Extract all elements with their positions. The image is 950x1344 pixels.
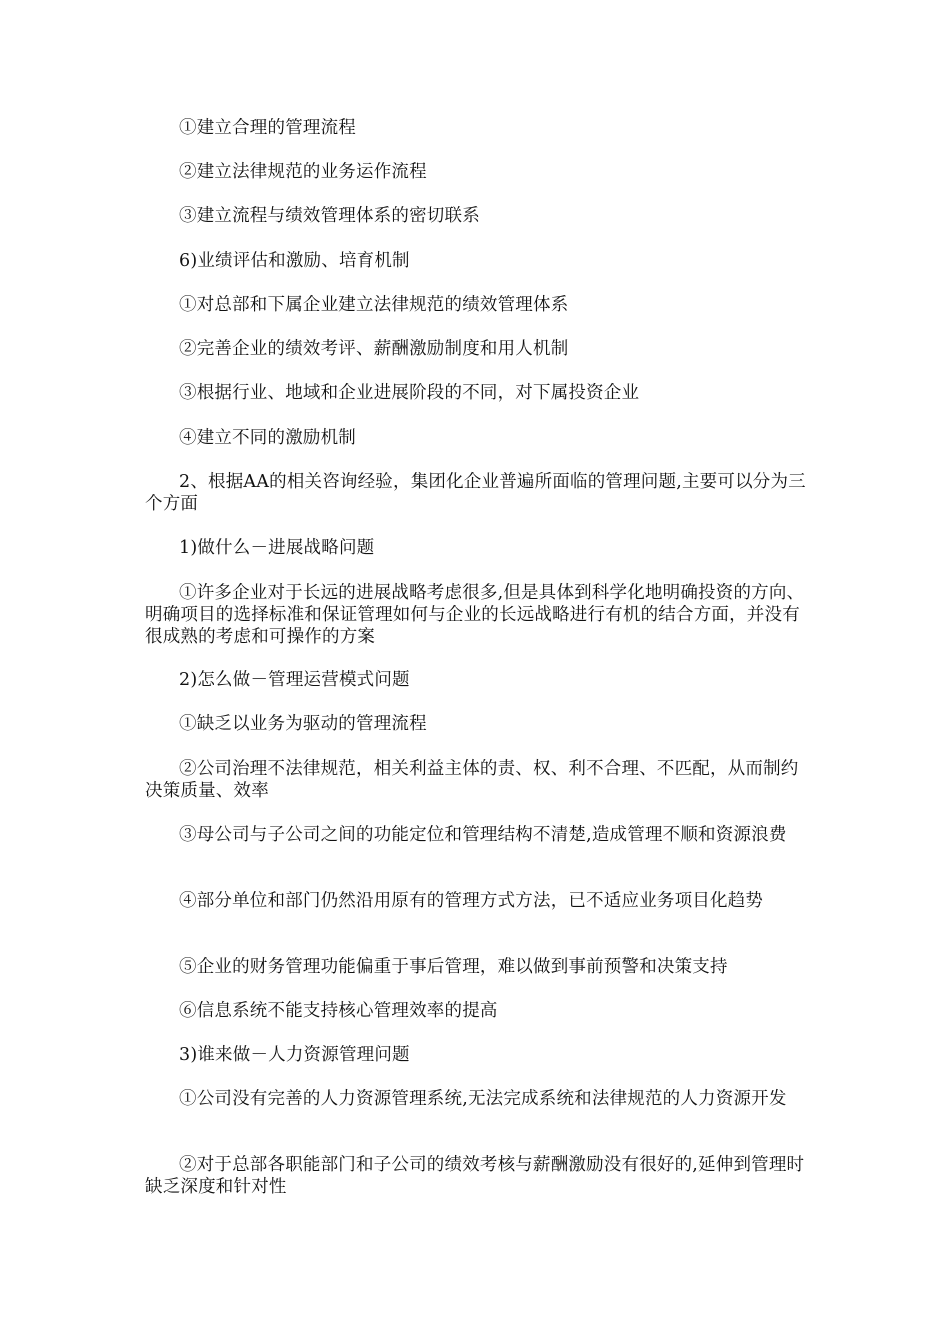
paragraph-15: ③母公司与子公司之间的功能定位和管理结构不清楚,造成管理不顺和资源浪费 [179, 825, 787, 845]
paragraph-17: ⑤企业的财务管理功能偏重于事后管理，难以做到事前预警和决策支持 [179, 957, 728, 977]
paragraph-4: 6)业绩评估和激励、培育机制 [179, 251, 410, 271]
paragraph-18: ⑥信息系统不能支持核心管理效率的提高 [179, 1001, 498, 1021]
paragraph-20: ①公司没有完善的人力资源管理系统,无法完成系统和法律规范的人力资源开发 [179, 1089, 787, 1109]
paragraph-3: ③建立流程与绩效管理体系的密切联系 [179, 206, 480, 226]
paragraph-16: ④部分单位和部门仍然沿用原有的管理方式方法，已不适应业务项目化趋势 [179, 891, 764, 911]
paragraph-9: 2、根据AA的相关咨询经验，集团化企业普遍所面临的管理问题,主要可以分为三个方面 [145, 472, 806, 514]
paragraph-10: 1)做什么－进展战略问题 [179, 538, 375, 558]
paragraph-21: ②对于总部各职能部门和子公司的绩效考核与薪酬激励没有很好的,延伸到管理时缺乏深度和针对性 [145, 1155, 805, 1197]
paragraph-14: ②公司治理不法律规范，相关利益主体的责、权、利不合理、不匹配，从而制约决策质量、效率 [145, 759, 799, 801]
paragraph-6: ②完善企业的绩效考评、薪酬激励制度和用人机制 [179, 339, 569, 359]
paragraph-19: 3)谁来做－人力资源管理问题 [179, 1045, 410, 1065]
paragraph-8: ④建立不同的激励机制 [179, 428, 356, 448]
paragraph-5: ①对总部和下属企业建立法律规范的绩效管理体系 [179, 295, 569, 315]
paragraph-13: ①缺乏以业务为驱动的管理流程 [179, 714, 427, 734]
paragraph-7: ③根据行业、地域和企业进展阶段的不同，对下属投资企业 [179, 383, 640, 403]
paragraph-12: 2)怎么做－管理运营模式问题 [179, 670, 410, 690]
paragraph-1: ①建立合理的管理流程 [179, 118, 356, 138]
paragraph-11: ①许多企业对于长远的进展战略考虑很多,但是具体到科学化地明确投资的方向、明确项目的选择标准和保证管理如何与企业的长远战略进行有机的结合方面，并没有很成熟的考虑和可操作的方案 [145, 583, 805, 647]
paragraph-2: ②建立法律规范的业务运作流程 [179, 162, 427, 182]
